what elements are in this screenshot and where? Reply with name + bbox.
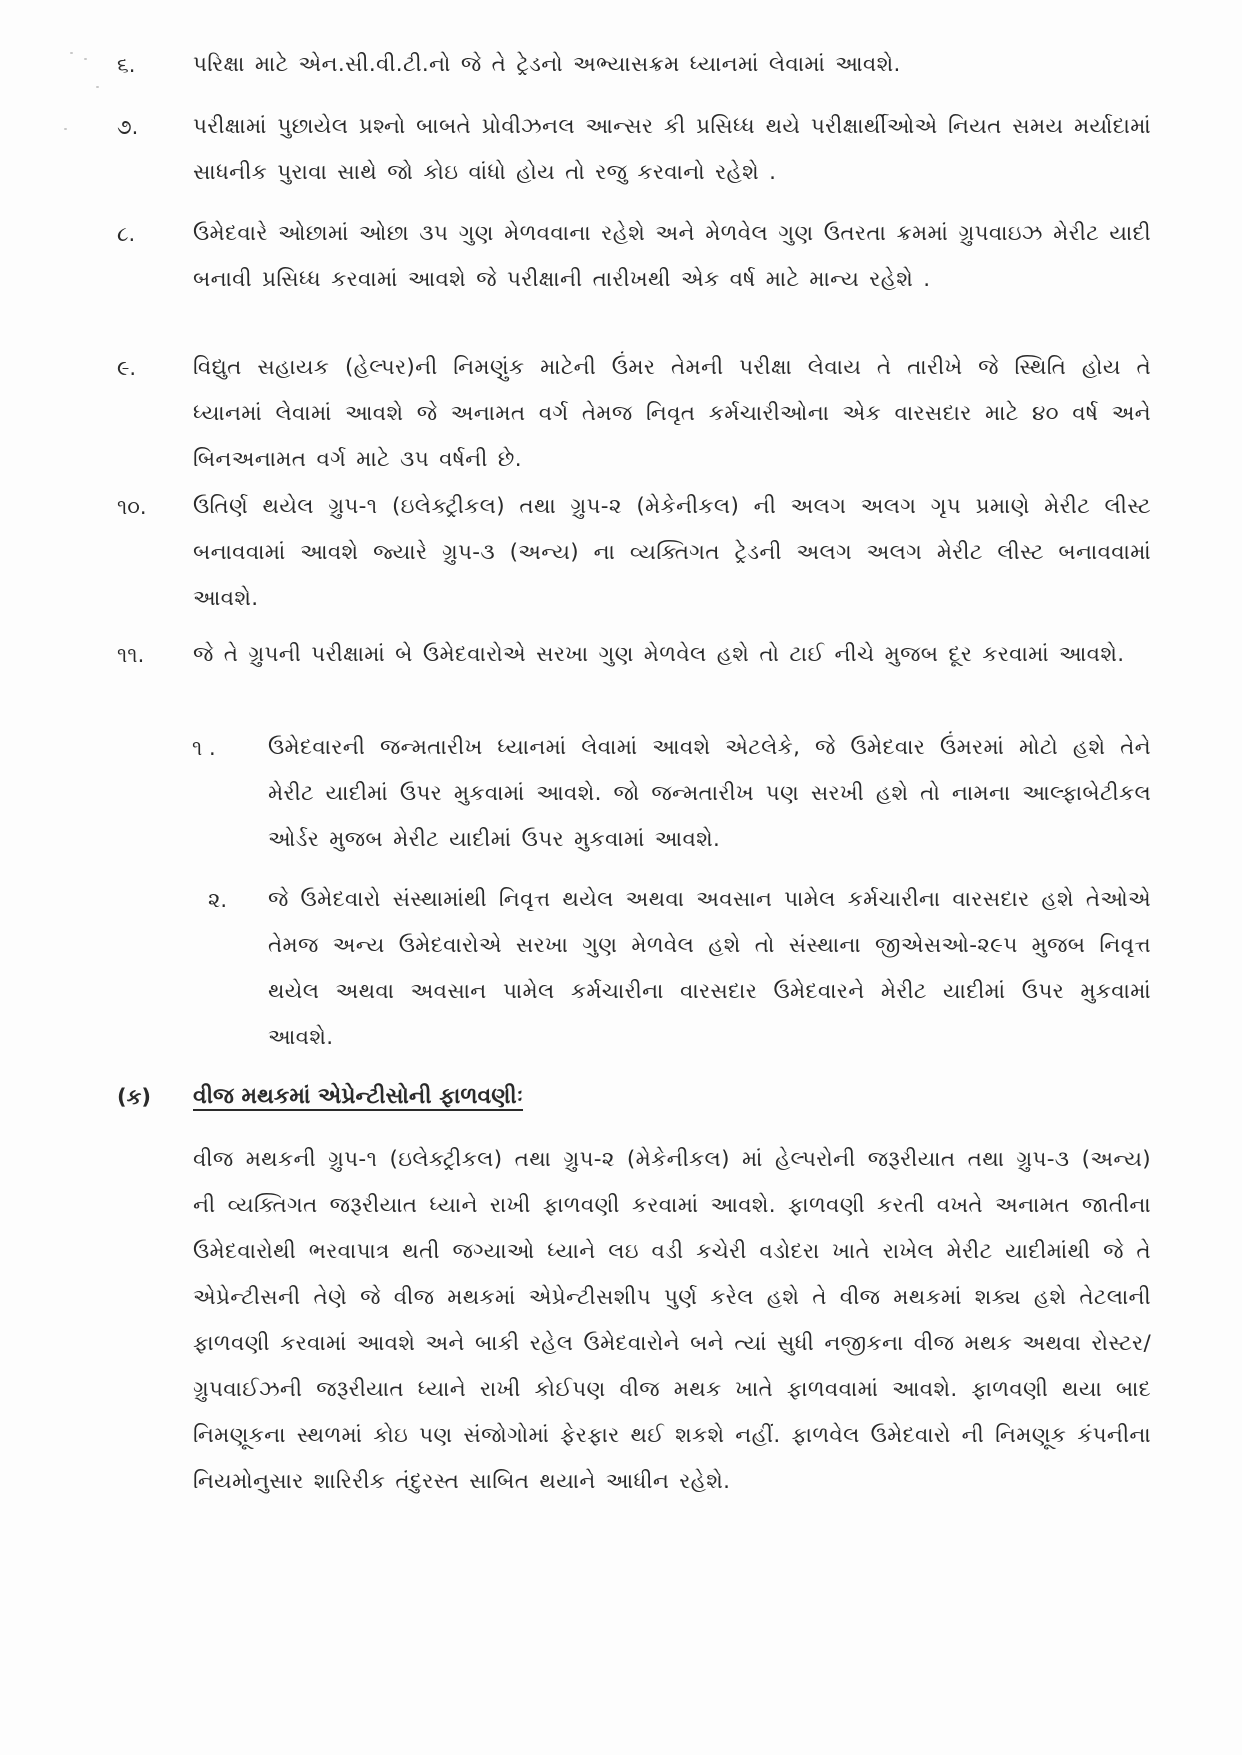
item-number: ૯. [117, 356, 137, 380]
item-number: ૧૦. [117, 495, 147, 519]
item-text: પરીક્ષામાં પુછાયેલ પ્રશ્નો બાબતે પ્રોવીઝનલ આન્સર કી પ્રસિધ્ધ થયે પરીક્ષાર્થીઓએ નિયત સમય મર્યાદામાં સાધનીક પુરાવા સાથે જો કોઇ વાંધો હોય તો રજુ કરવાનો રહેશે . [193, 114, 1151, 185]
scan-speck [70, 52, 73, 54]
sub-item-number: ૨. [208, 888, 228, 912]
item-text: ઉમેદવારે ઓછામાં ઓછા ૩૫ ગુણ મેળવવાના રહેશે અને મેળવેલ ગુણ ઉતરતા ક્રમમાં ગ્રુપવાઇઝ મેરીટ યાદી બનાવી પ્રસિધ્ધ કરવામાં આવશે જે પરીક્ષાની તારીખથી એક વર્ષ માટે માન્ય રહેશે . [193, 221, 1151, 292]
item-number: ૬. [117, 53, 136, 77]
item-number: ૮. [117, 222, 136, 246]
scan-speck [96, 86, 99, 88]
item-text: પરિક્ષા માટે એન.સી.વી.ટી.નો જે તે ટ્રેડનો અભ્યાસક્રમ ધ્યાનમાં લેવામાં આવશે. [193, 52, 901, 77]
item-number: ૭. [117, 115, 139, 139]
section-heading: વીજ મથકમાં એપ્રેન્ટીસોની ફાળવણીઃ [193, 1084, 524, 1109]
item-text: ઉતિર્ણ થયેલ ગ્રુપ-૧ (ઇલેક્ટ્રીકલ) તથા ગ્રુપ-૨ (મેકેનીકલ) ની અલગ અલગ ગૃપ પ્રમાણે મેરીટ લીસ્ટ બનાવવામાં આવશે જ્યારે ગ્રુપ-૩ (અન્ય) ના વ્યક્તિગત ટ્રેડની અલગ અલગ મેરીટ લીસ્ટ બનાવવામાં આવશે. [193, 494, 1151, 611]
item-text: વિદ્યુત સહાયક (હેલ્પર)ની નિમણુંક માટેની ઉંમર તેમની પરીક્ષા લેવાય તે તારીખે જે સ્થિતિ હોય તે ધ્યાનમાં લેવામાં આવશે જે અનામત વર્ગ તેમજ નિવૃત કર્મચારીઓના એક વારસદાર માટે ૪૦ વર્ષ અને બિનઅનામત વર્ગ માટે ૩૫ વર્ષની છે. [193, 355, 1151, 472]
scan-speck [84, 58, 87, 60]
scan-speck [64, 128, 67, 130]
sub-item-number: ૧ . [192, 736, 216, 760]
sub-item-text: જે ઉમેદવારો સંસ્થામાંથી નિવૃત્ત થયેલ અથવા અવસાન પામેલ કર્મચારીના વારસદાર હશે તેઓએ તેમજ અન્ય ઉમેદવારોએ સરખા ગુણ મેળવેલ હશે તો સંસ્થાના જીએસઓ-૨૯૫ મુજબ નિવૃત્ત થયેલ અથવા અવસાન પામેલ કર્મચારીના વારસદાર ઉમેદવારને મેરીટ યાદીમાં ઉપર મુકવામાં આવશે. [268, 887, 1151, 1050]
section-paragraph: વીજ મથકની ગ્રુપ-૧ (ઇલેક્ટ્રીકલ) તથા ગ્રુપ-૨ (મેકેનીકલ) માં હેલ્પરોની જરૂરીયાત તથા ગ્રુપ-૩ (અન્ય) ની વ્યક્તિગત જરૂરીયાત ધ્યાને રાખી ફાળવણી કરવામાં આવશે. ફાળવણી કરતી વખતે અનામત જાતીના ઉમેદવારોથી ભરવાપાત્ર થતી જગ્યાઓ ધ્યાને લઇ વડી કચેરી વડોદરા ખાતે રાખેલ મેરીટ યાદીમાંથી જે તે એપ્રેન્ટીસની તેણે જે વીજ મથકમાં એપ્રેન્ટીસશીપ પુર્ણ કરેલ હશે તે વીજ મથકમાં શક્ય હશે તેટલાની ફાળવણી કરવામાં આવશે અને બાકી રહેલ ઉમેદવારોને બને ત્યાં સુધી નજીકના વીજ મથક અથવા રોસ્ટર/ગ્રુપવાઈઝની જરૂરીયાત ધ્યાને રાખી કોઈપણ વીજ મથક ખાતે ફાળવવામાં આવશે. ફાળવણી થયા બાદ નિમણૂકના સ્થળમાં કોઇ પણ સંજોગોમાં ફેરફાર થઈ શકશે નહીં. ફાળવેલ ઉમેદવારો ની નિમણૂક કંપનીના નિયમોનુસાર શારિરીક તંદુરસ્ત સાબિત થયાને આધીન રહેશે. [193, 1147, 1151, 1494]
section-number: (ક) [117, 1085, 152, 1109]
sub-item-text: ઉમેદવારની જન્મતારીખ ધ્યાનમાં લેવામાં આવશે એટલેકે, જે ઉમેદવાર ઉંમરમાં મોટો હશે તેને મેરીટ યાદીમાં ઉપર મુકવામાં આવશે. જો જન્મતારીખ પણ સરખી હશે તો નામના આલ્ફાબેટીકલ ઓર્ડર મુજબ મેરીટ યાદીમાં ઉપર મુકવામાં આવશે. [268, 735, 1151, 852]
item-number: ૧૧. [117, 643, 145, 667]
item-text: જે તે ગ્રુપની પરીક્ષામાં બે ઉમેદવારોએ સરખા ગુણ મેળવેલ હશે તો ટાઈ નીચે મુજબ દૂર કરવામાં આવશે. [193, 642, 1125, 667]
